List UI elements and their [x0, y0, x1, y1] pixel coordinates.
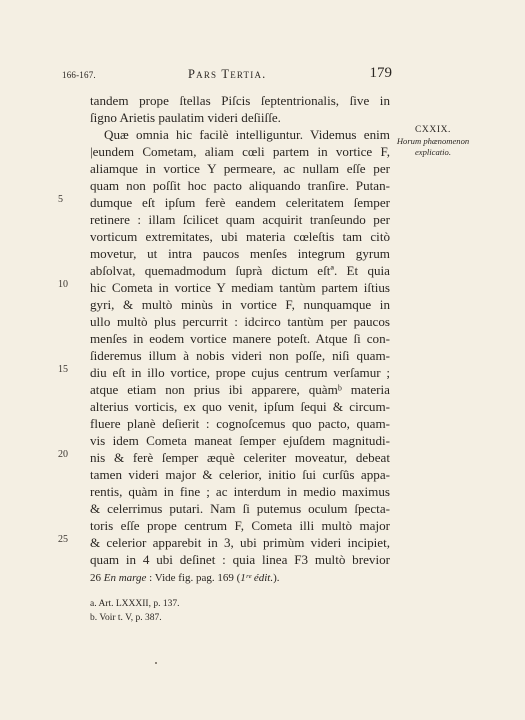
text-line: movetur, ut intra paucos menſes integrum gyrum: [90, 246, 390, 261]
text-line: quam non poſſit hoc pacto aliquando tranſire. Putan-: [90, 178, 390, 193]
text-line: & celerrimus putari. Nam ſi putemus oculum ſpecta-: [90, 501, 390, 516]
line-number: 5: [58, 194, 63, 205]
text-line: aliamque in vortice Y permeare, ac nullam eſſe per: [90, 161, 390, 176]
page-range: 166-167.: [62, 70, 96, 80]
text-line: menſes in eodem vortice manere poteſt. Atque ſi con-: [90, 331, 390, 346]
running-title: Pars Tertia.: [188, 67, 267, 81]
text-line: gyri, & multò minùs in vortice F, nunquamque in: [90, 297, 390, 312]
text-line: atque etiam non prius ibi apparere, quàmᵇ materia: [90, 382, 390, 397]
line-number: 20: [58, 449, 68, 460]
text-line: |eundem Cometam, aliam cœli partem in vortice F,: [90, 144, 390, 159]
text-line: ſideremus illum à nobis videri non poſſe, niſi quam-: [90, 348, 390, 363]
margin-note-number: CXXIX.: [414, 125, 452, 135]
body-text: [90, 92, 390, 568]
text-line: dumque eſt ipſum ferè eandem celeritatem ſemper: [90, 195, 390, 210]
text-line: fluere planè deſierit : cognoſcemus quo pacto, quam-: [90, 416, 390, 431]
text-line: tandem prope ſtellas Piſcis ſeptentrionalis, ſive in: [90, 93, 390, 108]
footnotes: [90, 571, 390, 625]
margin-note: [396, 124, 470, 158]
text-line: toris eſſe prope centrum F, Cometa illi multò major: [90, 518, 390, 533]
line-number: 10: [58, 279, 68, 290]
edition-note-end: ).: [273, 572, 280, 584]
text-line: vorticum extremitates, ubi materia cœleſtis tam citò: [90, 229, 390, 244]
margin-note-caption-line1: Horum phænomenon: [396, 136, 470, 146]
edition-note: [90, 571, 390, 585]
text-line: alterius vorticis, ex quo venit, ipſum ſequi & circum-: [90, 399, 390, 414]
footnote-b: b. Voir t. V, p. 387.: [90, 613, 162, 623]
page-number: 179: [369, 65, 392, 81]
page-speck: [155, 662, 157, 664]
text-line: & celerior apparebit in 3, ubi primùm videri incipiet,: [90, 535, 390, 550]
edition-note-rest: : Vide fig. pag. 169 (: [146, 572, 241, 584]
margin-note-caption-line2: explicatio.: [414, 147, 452, 157]
line-number: 15: [58, 364, 68, 375]
text-line: ſigno Arietis paulatim videri deſiiſſe.: [90, 110, 281, 125]
text-line: retinere : illam ſcilicet quam acquirit tranſeundo per: [90, 212, 390, 227]
text-line: quam in 4 ubi deſinet : quia linea F3 multò brevior: [90, 552, 390, 567]
text-line: hic Cometa in vortice Y mediam tantùm partem iſtius: [90, 280, 390, 295]
text-line: ullo multò plus percurrit : idcirco tantùm per paucos: [90, 314, 390, 329]
text-line: vis idem Cometa maneat ſemper ejuſdem magnitudi-: [90, 433, 390, 448]
text-line: nis & ferè ſemper æquè celeriter moveatur, debeat: [90, 450, 390, 465]
line-number: 25: [58, 534, 68, 545]
text-line: rentis, quàm in fine ; ac interdum in medio maximus: [90, 484, 390, 499]
text-line: abſolvat, quemadmodum ſuprà dictum eſtª. Et quia: [90, 263, 390, 278]
footnote-a: a. Art. LXXXII, p. 137.: [90, 599, 180, 609]
edition-note-prefix: 26: [90, 572, 104, 584]
text-line: Quæ omnia hic facilè intelliguntur. Videmus enim: [104, 127, 390, 142]
running-header: [62, 67, 392, 85]
footnote-list: [90, 597, 390, 625]
text-line: tamen videri major & celerior, initio ſui curſûs appa-: [90, 467, 390, 482]
edition-note-edition: 1ʳᵉ édit.: [240, 572, 274, 584]
edition-note-italic: En marge: [103, 572, 147, 584]
text-line: diu eſt in illo vortice, prope cujus centrum verſamur ;: [90, 365, 390, 380]
